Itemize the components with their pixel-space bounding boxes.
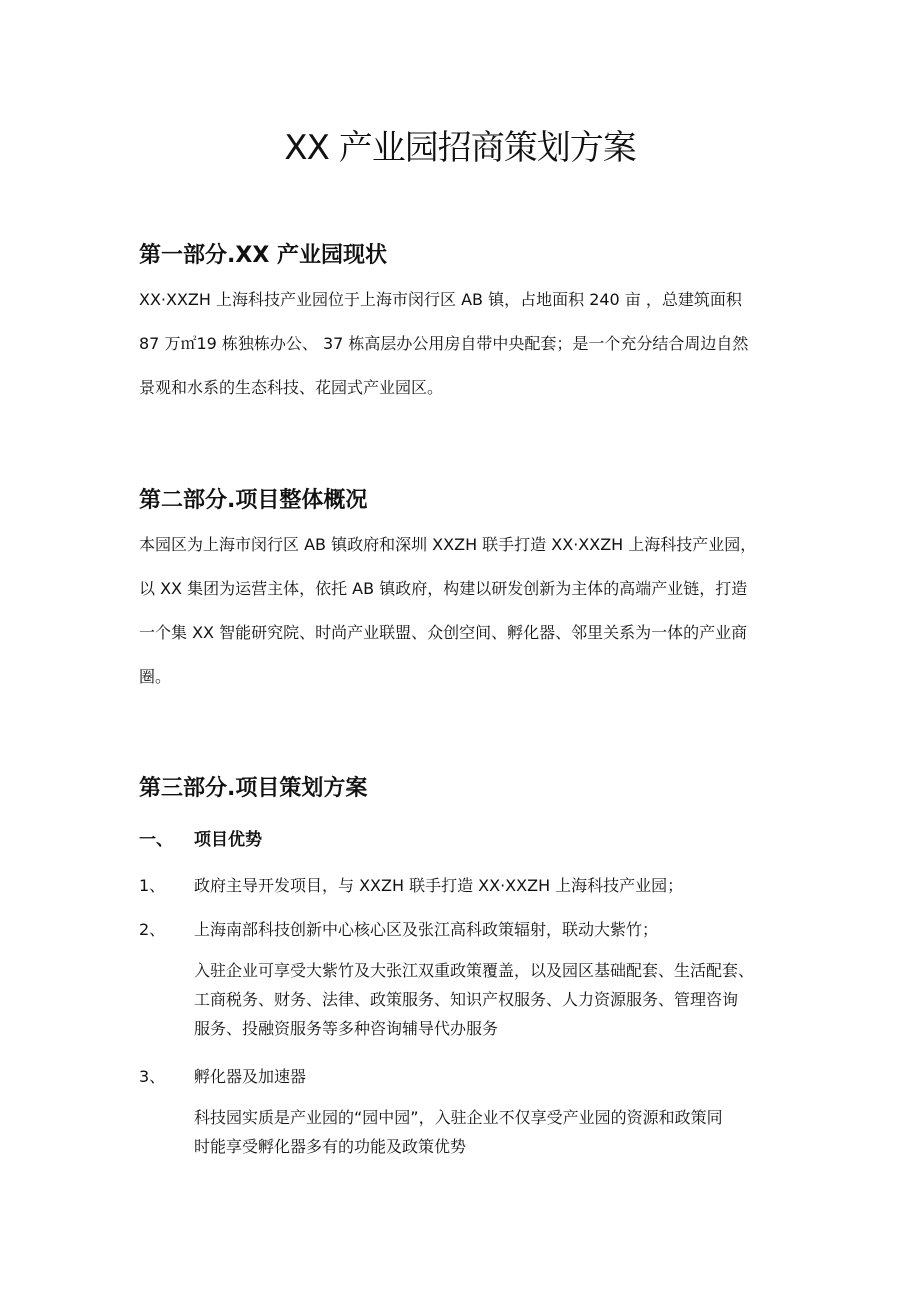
item-detail [194,1103,794,1161]
section-3-heading: 第三部分.项目策划方案 [139,776,368,801]
item-text: 孵化器及加速器 [194,1067,307,1086]
item-text: 上海南部科技创新中心核心区及张江高科政策辐射，联动大紫竹； [194,920,659,939]
subheading-title: 项目优势 [194,830,262,850]
detail-line: 工商税务、财务、法律、政策服务、知识产权服务、人力资源服务、管理咨询 [194,990,739,1009]
item-number: 1、 [139,876,166,895]
item-detail [194,956,794,1043]
section-1-heading: 第一部分.XX 产业园现状 [139,243,387,268]
paragraph-line: 一个集 XX 智能研究院、时尚产业联盟、众创空间、孵化器、邻里关系为一体的产业商 [139,623,748,642]
subheading-number: 一、 [139,830,173,850]
item-text: 政府主导开发项目，与 XXZH 联手打造 XX·XXZH 上海科技产业园； [194,876,684,895]
paragraph-line: 圈。 [139,667,172,686]
detail-line: 科技园实质是产业园的“园中园”，入驻企业不仅享受产业园的资源和政策同 [194,1108,723,1127]
detail-line: 时能享受孵化器多有的功能及政策优势 [194,1137,467,1156]
item-number: 2、 [139,920,166,939]
section-1-paragraph [139,278,799,410]
section-2-heading: 第二部分.项目整体概况 [139,488,368,513]
paragraph-line: 景观和水系的生态科技、花园式产业园区。 [139,378,444,397]
item-number: 3、 [139,1067,166,1086]
paragraph-line: 本园区为上海市闵行区 AB 镇政府和深圳 XXZH 联手打造 XX·XXZH 上海科技产业园， [139,535,757,554]
detail-line: 入驻企业可享受大紫竹及大张江双重政策覆盖，以及园区基础配套、生活配套、 [194,961,755,980]
document-title: XX 产业园招商策划方案 [284,128,636,168]
section-2-paragraph [139,523,799,699]
paragraph-line: 以 XX 集团为运营主体，依托 AB 镇政府，构建以研发创新为主体的高端产业链，打造 [139,579,748,598]
detail-line: 服务、投融资服务等多种咨询辅导代办服务 [194,1019,499,1038]
paragraph-line: 87 万㎡19 栋独栋办公、 37 栋高层办公用房自带中央配套；是一个充分结合周边自然 [139,334,749,353]
paragraph-line: XX·XXZH 上海科技产业园位于上海市闵行区 AB 镇，占地面积 240 亩 ，总建筑面积 [139,290,742,309]
